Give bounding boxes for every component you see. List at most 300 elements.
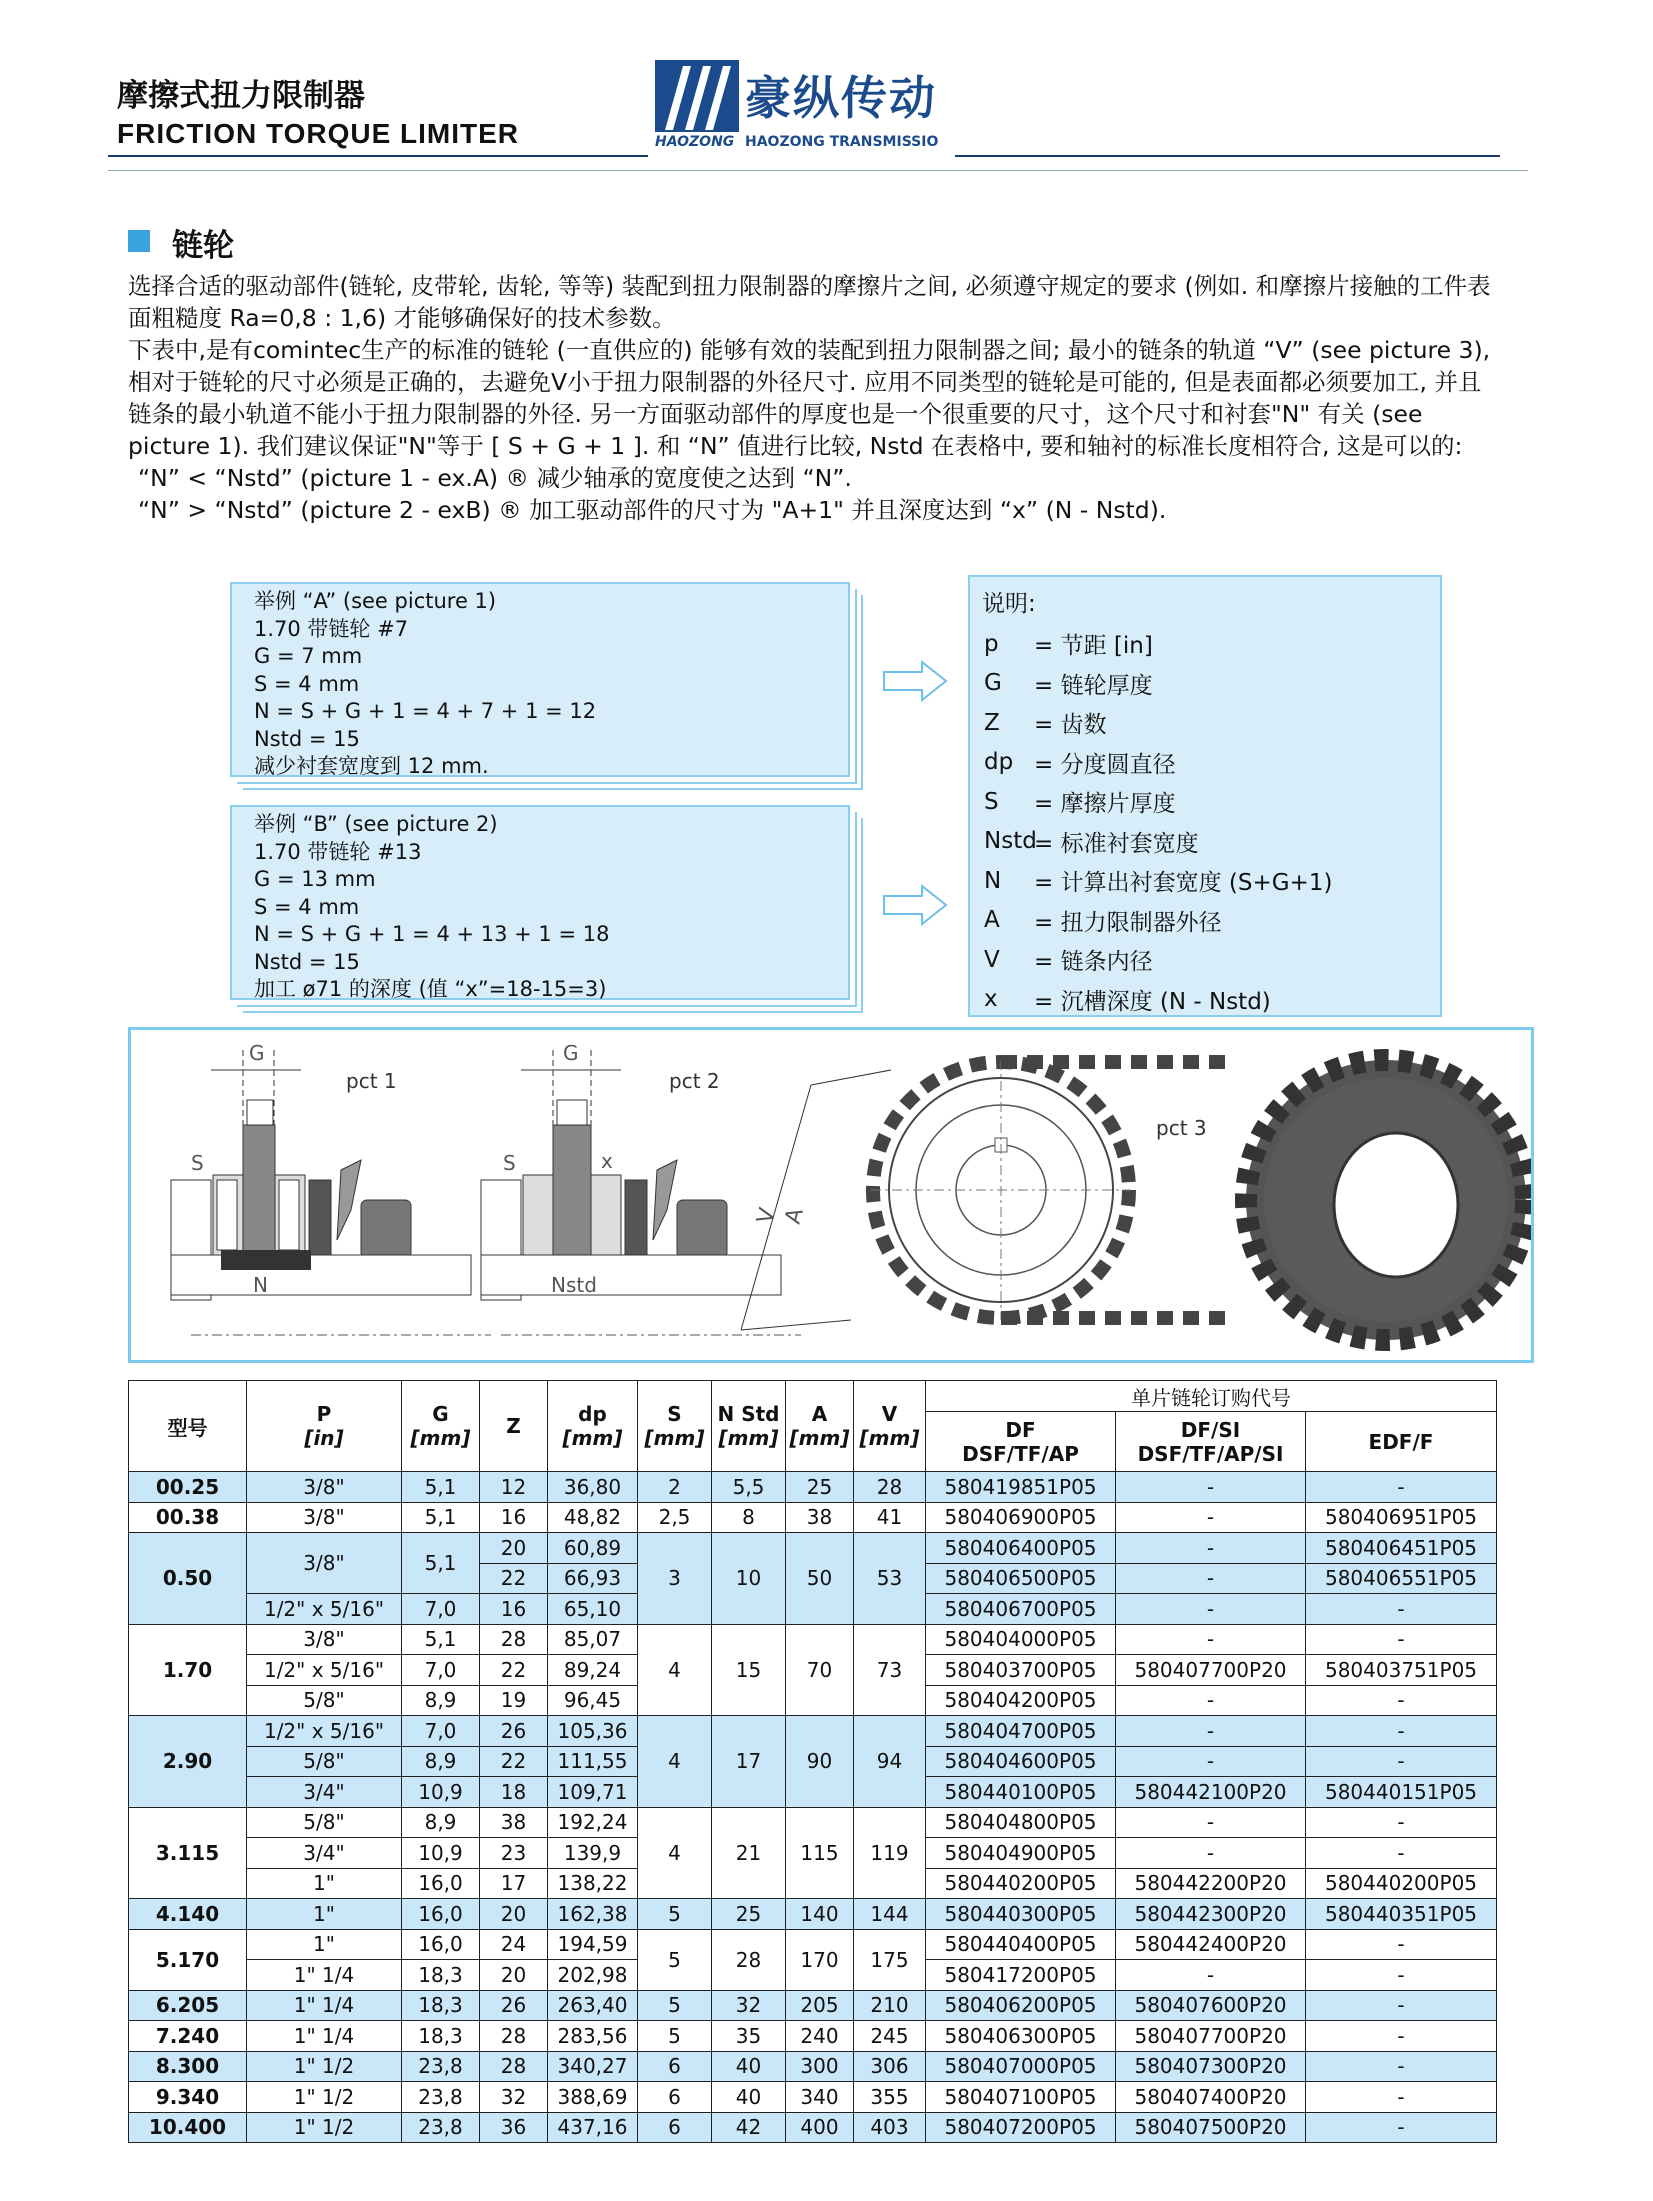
- cell-order-df: 580404200P05: [926, 1685, 1116, 1716]
- cell-a: 400: [786, 2112, 854, 2143]
- cell-z: 28: [480, 1624, 548, 1655]
- cell-p: 1" 1/4: [247, 2021, 402, 2052]
- logo-text-cn: 豪纵传动: [745, 71, 937, 125]
- cell-order-edf: -: [1306, 1960, 1497, 1991]
- cell-dp: 437,16: [548, 2112, 638, 2143]
- example-a-line: S = 4 mm: [254, 671, 360, 696]
- example-b-line: 举例 “B” (see picture 2): [254, 812, 498, 836]
- legend-row: [970, 822, 1440, 862]
- legend-desc: = 节距 [in]: [1034, 633, 1153, 660]
- cell-model: 6.205: [129, 1990, 247, 2021]
- cell-order-df: 580440400P05: [926, 1929, 1116, 1960]
- example-a-line: 减少衬套宽度到 12 mm.: [254, 754, 489, 778]
- cell-order-edf: -: [1306, 1929, 1497, 1960]
- cell-order-edf: 580406951P05: [1306, 1502, 1497, 1533]
- cell-z: 36: [480, 2112, 548, 2143]
- cell-dp: 139,9: [548, 1838, 638, 1869]
- cell-a: 205: [786, 1990, 854, 2021]
- cell-order-dfsi: -: [1116, 1624, 1306, 1655]
- cell-a: 240: [786, 2021, 854, 2052]
- cell-order-dfsi: 580407300P20: [1116, 2051, 1306, 2082]
- cell-order-edf: 580406451P05: [1306, 1533, 1497, 1564]
- cell-order-dfsi: -: [1116, 1685, 1306, 1716]
- th-p: P [in]: [247, 1381, 402, 1472]
- cell-g: 23,8: [402, 2112, 480, 2143]
- intro-line: “N” < “Nstd” (picture 1 - ex.A) ® 减少轴承的宽度使之达到 “N”.: [138, 464, 852, 492]
- cell-p: 1/2" x 5/16": [247, 1655, 402, 1686]
- cell-v: 41: [854, 1502, 926, 1533]
- cell-order-dfsi: 580407700P20: [1116, 2021, 1306, 2052]
- intro-line: “N” > “Nstd” (picture 2 - exB) ® 加工驱动部件的尺寸为 "A+1" 并且深度达到 “x” (N - Nstd).: [138, 496, 1167, 524]
- cell-z: 28: [480, 2021, 548, 2052]
- cell-s: 6: [638, 2112, 712, 2143]
- cell-a: 50: [786, 1533, 854, 1625]
- legend-symbol: V: [984, 946, 1000, 973]
- example-b-line: N = S + G + 1 = 4 + 13 + 1 = 18: [254, 922, 610, 946]
- cell-dp: 96,45: [548, 1685, 638, 1716]
- cell-nstd: 25: [712, 1899, 786, 1930]
- cell-order-edf: -: [1306, 2112, 1497, 2143]
- cell-a: 38: [786, 1502, 854, 1533]
- cell-order-df: 580407200P05: [926, 2112, 1116, 2143]
- legend-row: [970, 624, 1440, 664]
- cell-z: 23: [480, 1838, 548, 1869]
- cell-order-df: 580417200P05: [926, 1960, 1116, 1991]
- cell-model: 3.115: [129, 1807, 247, 1899]
- cell-nstd: 35: [712, 2021, 786, 2052]
- sprocket-table: [128, 1380, 1497, 2143]
- cell-a: 90: [786, 1716, 854, 1808]
- cell-dp: 162,38: [548, 1899, 638, 1930]
- cell-order-edf: -: [1306, 1624, 1497, 1655]
- cell-v: 403: [854, 2112, 926, 2143]
- intro-line: 选择合适的驱动部件(链轮, 皮带轮, 齿轮, 等等) 装配到扭力限制器的摩擦片之间, 必须遵守规定的要求 (例如. 和摩擦片接触的工件表: [128, 272, 1491, 300]
- cell-order-edf: 580440200P05: [1306, 1868, 1497, 1899]
- cell-v: 94: [854, 1716, 926, 1808]
- cell-z: 19: [480, 1685, 548, 1716]
- cell-z: 24: [480, 1929, 548, 1960]
- cell-order-edf: -: [1306, 2051, 1497, 2082]
- legend-symbol: dp: [984, 749, 1014, 776]
- cell-order-df: 580406400P05: [926, 1533, 1116, 1564]
- cell-nstd: 17: [712, 1716, 786, 1808]
- cell-order-df: 580406900P05: [926, 1502, 1116, 1533]
- cell-model: 5.170: [129, 1929, 247, 1990]
- cell-dp: 65,10: [548, 1594, 638, 1625]
- cell-s: 2: [638, 1472, 712, 1503]
- legend-row: [970, 980, 1440, 1020]
- example-a-box: [230, 582, 850, 777]
- cell-order-edf: -: [1306, 1716, 1497, 1747]
- cell-order-edf: 580440151P05: [1306, 1777, 1497, 1808]
- cell-order-df: 580404700P05: [926, 1716, 1116, 1747]
- cell-order-dfsi: -: [1116, 1563, 1306, 1594]
- cell-s: 4: [638, 1624, 712, 1716]
- diagram-pct1: [171, 1041, 491, 1335]
- cell-order-dfsi: 580407700P20: [1116, 1655, 1306, 1686]
- cell-order-dfsi: 580407600P20: [1116, 1990, 1306, 2021]
- cell-order-dfsi: 580442200P20: [1116, 1868, 1306, 1899]
- cell-v: 210: [854, 1990, 926, 2021]
- cell-s: 6: [638, 2051, 712, 2082]
- cell-order-edf: -: [1306, 2082, 1497, 2113]
- cell-z: 26: [480, 1716, 548, 1747]
- cell-order-df: 580404800P05: [926, 1807, 1116, 1838]
- th-v: V [mm]: [854, 1381, 926, 1472]
- cell-p: 1" 1/2: [247, 2082, 402, 2113]
- cell-nstd: 28: [712, 1929, 786, 1990]
- cell-p: 1": [247, 1899, 402, 1930]
- cell-p: 1/2" x 5/16": [247, 1594, 402, 1625]
- legend-symbol: Nstd: [984, 828, 1037, 855]
- cell-p: 3/4": [247, 1777, 402, 1808]
- cell-p: 5/8": [247, 1746, 402, 1777]
- cell-dp: 36,80: [548, 1472, 638, 1503]
- cell-order-edf: -: [1306, 1685, 1497, 1716]
- cell-p: 1" 1/4: [247, 1990, 402, 2021]
- cell-order-dfsi: -: [1116, 1838, 1306, 1869]
- cell-p: 3/4": [247, 1838, 402, 1869]
- legend-row: [970, 901, 1440, 941]
- cell-model: 8.300: [129, 2051, 247, 2082]
- legend-desc: = 分度圆直径: [1034, 751, 1176, 778]
- cell-order-df: 580440100P05: [926, 1777, 1116, 1808]
- label-nstd: Nstd: [551, 1273, 597, 1297]
- cell-g: 8,9: [402, 1807, 480, 1838]
- cell-s: 3: [638, 1533, 712, 1625]
- cell-nstd: 42: [712, 2112, 786, 2143]
- cell-z: 20: [480, 1960, 548, 1991]
- header-title-en: FRICTION TORQUE LIMITER: [117, 118, 520, 149]
- cell-order-df: 580406300P05: [926, 2021, 1116, 2052]
- example-a-line: N = S + G + 1 = 4 + 7 + 1 = 12: [254, 699, 597, 723]
- section-title: 链轮: [172, 228, 234, 264]
- label-g: G: [249, 1041, 265, 1065]
- cell-nstd: 40: [712, 2082, 786, 2113]
- label-x: x: [601, 1149, 613, 1173]
- cell-g: 18,3: [402, 1990, 480, 2021]
- cell-p: 3/8": [247, 1502, 402, 1533]
- cell-nstd: 8: [712, 1502, 786, 1533]
- cell-g: 7,0: [402, 1716, 480, 1747]
- cell-dp: 283,56: [548, 2021, 638, 2052]
- cell-dp: 192,24: [548, 1807, 638, 1838]
- diagram-pct3: [741, 1060, 1231, 1330]
- cell-order-dfsi: 580442100P20: [1116, 1777, 1306, 1808]
- cell-order-edf: -: [1306, 1807, 1497, 1838]
- legend-row: [970, 703, 1440, 743]
- th-order: 单片链轮订购代号: [926, 1381, 1497, 1412]
- cell-v: 53: [854, 1533, 926, 1625]
- intro-line: 面粗糙度 Ra=0,8 : 1,6) 才能够确保好的技术参数。: [128, 304, 676, 332]
- cell-order-edf: -: [1306, 1472, 1497, 1503]
- table-row: [129, 1990, 1497, 2021]
- legend-row: [970, 743, 1440, 783]
- table-row: [129, 2082, 1497, 2113]
- cell-model: 4.140: [129, 1899, 247, 1930]
- intro-text: [128, 270, 1528, 526]
- legend-symbol: p: [984, 630, 999, 657]
- cell-order-df: 580407100P05: [926, 2082, 1116, 2113]
- cell-order-dfsi: -: [1116, 1502, 1306, 1533]
- cell-order-df: 580406500P05: [926, 1563, 1116, 1594]
- table-row: [129, 1929, 1497, 1960]
- legend-desc: = 扭力限制器外径: [1034, 909, 1222, 936]
- th-c1: DF DSF/TF/AP: [926, 1412, 1116, 1472]
- cell-model: 2.90: [129, 1716, 247, 1808]
- cell-order-dfsi: -: [1116, 1716, 1306, 1747]
- cell-dp: 263,40: [548, 1990, 638, 2021]
- cell-dp: 48,82: [548, 1502, 638, 1533]
- cell-g: 10,9: [402, 1838, 480, 1869]
- cell-v: 144: [854, 1899, 926, 1930]
- example-b-line: Nstd = 15: [254, 949, 360, 974]
- cell-v: 73: [854, 1624, 926, 1716]
- cell-order-dfsi: 580407400P20: [1116, 2082, 1306, 2113]
- cell-z: 16: [480, 1594, 548, 1625]
- legend-symbol: A: [984, 907, 1000, 934]
- label-s: S: [503, 1151, 516, 1175]
- cell-p: 1": [247, 1929, 402, 1960]
- header-rule-right: [955, 155, 1500, 157]
- cell-s: 5: [638, 1990, 712, 2021]
- cell-order-dfsi: -: [1116, 1746, 1306, 1777]
- example-a-line: 1.70 带链轮 #7: [254, 616, 409, 641]
- intro-line: picture 1). 我们建议保证"N"等于 [ S + G + 1 ]. 和 “N” 值进行比较, Nstd 在表格中, 要和轴衬的标准长度相符合, 这是可以的:: [128, 432, 1463, 460]
- cell-model: 0.50: [129, 1533, 247, 1625]
- cell-v: 28: [854, 1472, 926, 1503]
- cell-model: 10.400: [129, 2112, 247, 2143]
- cell-order-edf: -: [1306, 1746, 1497, 1777]
- table-row: [129, 1807, 1497, 1838]
- cell-nstd: 32: [712, 1990, 786, 2021]
- cell-p: 1" 1/2: [247, 2051, 402, 2082]
- cell-dp: 85,07: [548, 1624, 638, 1655]
- th-g: G [mm]: [402, 1381, 480, 1472]
- th-dp: dp [mm]: [548, 1381, 638, 1472]
- cell-z: 38: [480, 1807, 548, 1838]
- legend-row: [970, 782, 1440, 822]
- cell-dp: 138,22: [548, 1868, 638, 1899]
- table-row: [129, 1472, 1497, 1503]
- cell-order-df: 580419851P05: [926, 1472, 1116, 1503]
- th-c2: DF/SI DSF/TF/AP/SI: [1116, 1412, 1306, 1472]
- legend-desc: = 计算出衬套宽度 (S+G+1): [1034, 870, 1333, 897]
- diagram-pct2: [481, 1041, 801, 1335]
- legend-desc: = 摩擦片厚度: [1034, 791, 1176, 818]
- table-row: [129, 2051, 1497, 2082]
- cell-z: 12: [480, 1472, 548, 1503]
- cell-nstd: 5,5: [712, 1472, 786, 1503]
- table-row: [129, 1899, 1497, 1930]
- legend-desc: = 齿数: [1034, 712, 1107, 739]
- label-a: A: [780, 1205, 809, 1227]
- cell-z: 26: [480, 1990, 548, 2021]
- cell-model: 7.240: [129, 2021, 247, 2052]
- legend-symbol: N: [984, 867, 1002, 894]
- header-rule-bottom: [108, 170, 1528, 171]
- intro-line: 相对于链轮的尺寸必须是正确的，去避免V小于扭力限制器的外径尺寸. 应用不同类型的链轮是可能的, 但是表面都必须要加工, 并且: [128, 368, 1482, 396]
- cell-s: 5: [638, 1929, 712, 1990]
- cell-a: 70: [786, 1624, 854, 1716]
- cell-dp: 388,69: [548, 2082, 638, 2113]
- example-b-line: 1.70 带链轮 #13: [254, 839, 422, 864]
- cell-order-edf: 580403751P05: [1306, 1655, 1497, 1686]
- logo-icon: [655, 60, 739, 132]
- cell-order-df: 580406200P05: [926, 1990, 1116, 2021]
- cell-order-dfsi: -: [1116, 1533, 1306, 1564]
- cell-z: 16: [480, 1502, 548, 1533]
- legend-symbol: G: [984, 670, 1002, 697]
- example-b-line: G = 13 mm: [254, 867, 376, 891]
- cell-p: 1/2" x 5/16": [247, 1716, 402, 1747]
- cell-s: 2,5: [638, 1502, 712, 1533]
- legend-row: [970, 664, 1440, 704]
- cell-p: 5/8": [247, 1807, 402, 1838]
- example-b-box: [230, 805, 850, 1000]
- arrow-right-icon: [882, 884, 948, 926]
- legend-row: [970, 861, 1440, 901]
- cell-z: 28: [480, 2051, 548, 2082]
- cell-order-dfsi: -: [1116, 1594, 1306, 1625]
- table-row: [129, 1502, 1497, 1533]
- cell-v: 306: [854, 2051, 926, 2082]
- cell-a: 170: [786, 1929, 854, 1990]
- legend-desc: = 沉槽深度 (N - Nstd): [1034, 988, 1271, 1015]
- cell-p: 3/8": [247, 1472, 402, 1503]
- cell-g: 16,0: [402, 1929, 480, 1960]
- cell-z: 20: [480, 1899, 548, 1930]
- cell-g: 8,9: [402, 1746, 480, 1777]
- label-g: G: [563, 1041, 579, 1065]
- cell-g: 8,9: [402, 1685, 480, 1716]
- label-n: N: [253, 1273, 268, 1297]
- th-z: Z: [480, 1381, 548, 1472]
- logo-subtitle: HAOZONG TRANSMISSIO: [745, 134, 939, 150]
- cell-order-edf: -: [1306, 1990, 1497, 2021]
- cell-a: 25: [786, 1472, 854, 1503]
- figure-panel: [128, 1027, 1534, 1363]
- cell-dp: 340,27: [548, 2051, 638, 2082]
- legend-row: [970, 940, 1440, 980]
- cell-dp: 105,36: [548, 1716, 638, 1747]
- cell-a: 300: [786, 2051, 854, 2082]
- cell-v: 175: [854, 1929, 926, 1990]
- cell-dp: 60,89: [548, 1533, 638, 1564]
- table-row: [129, 2021, 1497, 2052]
- logo-text-en: HAOZONG: [655, 134, 735, 150]
- cell-z: 32: [480, 2082, 548, 2113]
- cell-model: 00.38: [129, 1502, 247, 1533]
- cell-nstd: 10: [712, 1533, 786, 1625]
- cell-order-df: 580407000P05: [926, 2051, 1116, 2082]
- cell-model: 9.340: [129, 2082, 247, 2113]
- legend-symbol: S: [984, 788, 999, 815]
- example-a-line: G = 7 mm: [254, 644, 363, 668]
- table-row: [129, 1716, 1497, 1747]
- th-s: S [mm]: [638, 1381, 712, 1472]
- cell-z: 20: [480, 1533, 548, 1564]
- cell-order-edf: -: [1306, 1594, 1497, 1625]
- cell-p: 3/8": [247, 1624, 402, 1655]
- cell-dp: 109,71: [548, 1777, 638, 1808]
- cell-dp: 202,98: [548, 1960, 638, 1991]
- cell-s: 4: [638, 1807, 712, 1899]
- cell-dp: 111,55: [548, 1746, 638, 1777]
- cell-dp: 194,59: [548, 1929, 638, 1960]
- cell-v: 355: [854, 2082, 926, 2113]
- table-row: [129, 1533, 1497, 1564]
- cell-g: 7,0: [402, 1594, 480, 1625]
- cell-order-df: 580404900P05: [926, 1838, 1116, 1869]
- table-row: [129, 2112, 1497, 2143]
- cell-a: 115: [786, 1807, 854, 1899]
- cell-g: 7,0: [402, 1655, 480, 1686]
- cell-order-edf: 580406551P05: [1306, 1563, 1497, 1594]
- cell-order-dfsi: -: [1116, 1807, 1306, 1838]
- cell-g: 5,1: [402, 1472, 480, 1503]
- cell-order-df: 580440300P05: [926, 1899, 1116, 1930]
- cell-g: 23,8: [402, 2082, 480, 2113]
- cell-g: 18,3: [402, 2021, 480, 2052]
- cell-s: 4: [638, 1716, 712, 1808]
- cell-z: 17: [480, 1868, 548, 1899]
- th-nstd: N Std [mm]: [712, 1381, 786, 1472]
- label-v: V: [752, 1205, 781, 1227]
- th-c3: EDF/F: [1306, 1412, 1497, 1472]
- cell-p: 1": [247, 1868, 402, 1899]
- cell-g: 16,0: [402, 1899, 480, 1930]
- header-rule-left: [108, 155, 648, 157]
- cell-order-dfsi: -: [1116, 1472, 1306, 1503]
- sprocket-image: [1246, 1060, 1526, 1340]
- cell-nstd: 15: [712, 1624, 786, 1716]
- cell-s: 6: [638, 2082, 712, 2113]
- cell-order-dfsi: -: [1116, 1960, 1306, 1991]
- cell-p: 1" 1/2: [247, 2112, 402, 2143]
- cell-p: 5/8": [247, 1685, 402, 1716]
- th-model: 型号: [129, 1381, 247, 1472]
- label-pct1: pct 1: [346, 1069, 397, 1093]
- intro-line: 链条的最小轨道不能小于扭力限制器的外径. 另一方面驱动部件的厚度也是一个很重要的尺寸，这个尺寸和衬套"N" 有关 (see: [128, 400, 1423, 428]
- th-a: A [mm]: [786, 1381, 854, 1472]
- cell-z: 22: [480, 1746, 548, 1777]
- cell-order-dfsi: 580407500P20: [1116, 2112, 1306, 2143]
- legend-box: [968, 575, 1442, 1017]
- cell-order-edf: -: [1306, 2021, 1497, 2052]
- cell-z: 18: [480, 1777, 548, 1808]
- label-s: S: [191, 1151, 204, 1175]
- cell-s: 5: [638, 1899, 712, 1930]
- cell-p: 1" 1/4: [247, 1960, 402, 1991]
- cell-order-df: 580404600P05: [926, 1746, 1116, 1777]
- cell-a: 340: [786, 2082, 854, 2113]
- legend-symbol: Z: [984, 709, 1000, 736]
- legend-desc: = 链条内径: [1034, 949, 1153, 976]
- label-pct2: pct 2: [669, 1069, 720, 1093]
- cell-nstd: 40: [712, 2051, 786, 2082]
- label-pct3: pct 3: [1156, 1116, 1207, 1140]
- legend-desc: = 标准衬套宽度: [1034, 830, 1199, 857]
- cell-order-df: 580440200P05: [926, 1868, 1116, 1899]
- legend-desc: = 链轮厚度: [1034, 672, 1153, 699]
- cell-order-df: 580403700P05: [926, 1655, 1116, 1686]
- cell-order-df: 580404000P05: [926, 1624, 1116, 1655]
- cell-g: 10,9: [402, 1777, 480, 1808]
- cell-v: 245: [854, 2021, 926, 2052]
- cell-g: 16,0: [402, 1868, 480, 1899]
- intro-line: 下表中,是有comintec生产的标准的链轮 (一直供应的) 能够有效的装配到扭力限制器之间; 最小的链条的轨道 “V” (see picture 3),: [128, 336, 1491, 364]
